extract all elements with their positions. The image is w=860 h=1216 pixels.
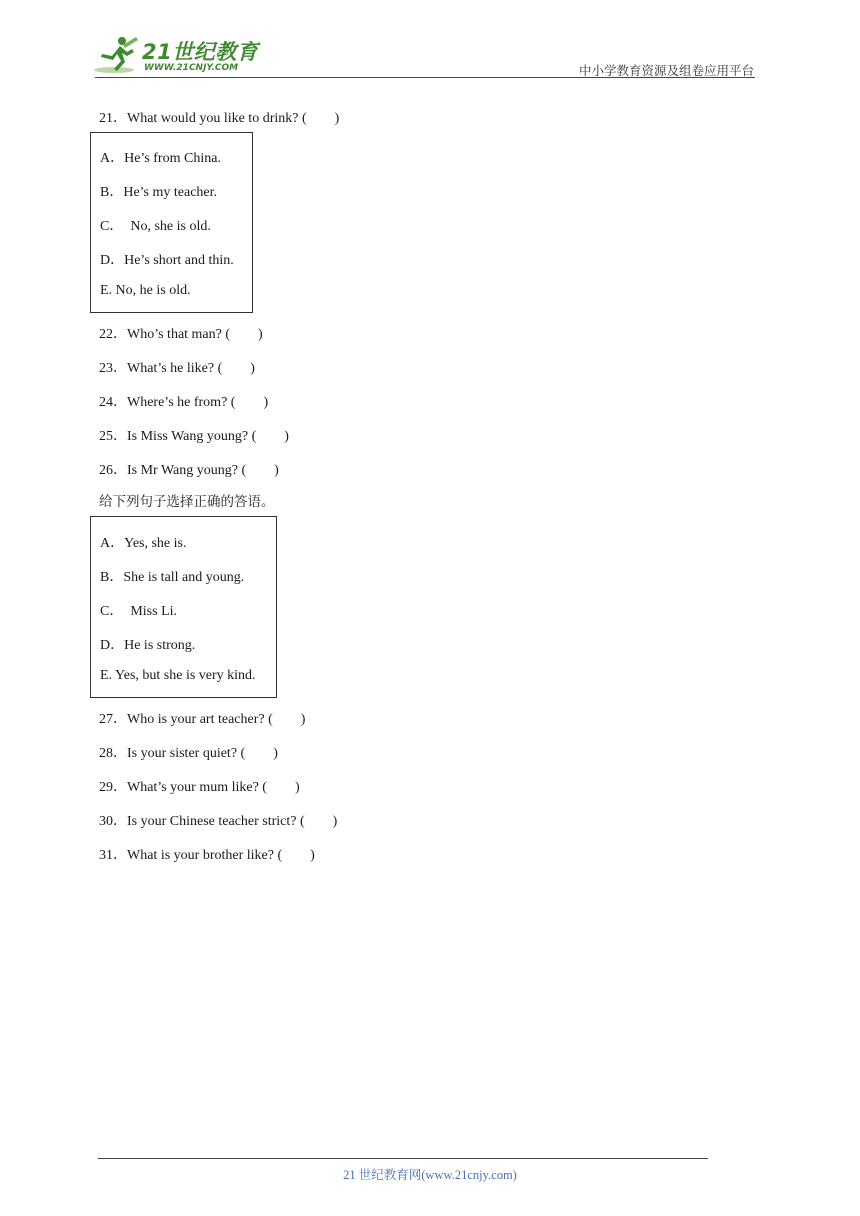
footer-link[interactable]: 21 世纪教育网(www.21cnjy.com) (343, 1168, 517, 1182)
question-close-paren: ) (334, 111, 340, 126)
question-close-paren: ) (300, 712, 306, 727)
question-number: 29． (99, 780, 127, 795)
question-close-paren: ) (284, 429, 289, 444)
header-divider (95, 77, 755, 78)
question-text: What would you like to drink? ( (127, 111, 307, 126)
question-number: 24． (99, 395, 127, 410)
question-text: Is Mr Wang young? ( (127, 463, 247, 478)
option-c: C． No, she is old. (100, 219, 211, 234)
logo-text: 21世纪教育 (142, 40, 259, 64)
footer-divider (98, 1158, 708, 1159)
question-number: 26． (99, 463, 127, 478)
question-number: 31． (99, 848, 127, 863)
question-number: 28． (99, 746, 127, 761)
question-24 (99, 391, 268, 411)
question-28 (99, 742, 278, 762)
question-29 (99, 776, 300, 796)
question-close-paren: ) (263, 395, 269, 410)
question-close-paren: ) (273, 746, 278, 761)
site-logo[interactable] (92, 34, 262, 76)
question-number: 27． (99, 712, 127, 727)
section-instruction: 给下列句子选择正确的答语。 (99, 494, 275, 510)
page-header (0, 0, 860, 80)
question-close-paren: ) (310, 848, 315, 863)
option-d: D．He is strong. (100, 638, 196, 653)
option-c: C． Miss Li. (100, 604, 178, 619)
option-a: A．Yes, she is. (100, 536, 187, 551)
question-number: 25． (99, 429, 127, 444)
question-text: Who is your art teacher? ( (127, 712, 273, 727)
answer-options-box-2 (90, 516, 277, 698)
question-23 (99, 357, 255, 377)
question-text: What’s he like? ( (127, 361, 223, 376)
question-number: 22． (99, 327, 127, 342)
question-number: 30． (99, 814, 127, 829)
option-a: A．He’s from China. (100, 151, 221, 166)
header-platform-text: 中小学教育资源及组卷应用平台 (578, 64, 754, 78)
question-22 (99, 323, 263, 343)
option-d: D．He’s short and thin. (100, 253, 234, 268)
question-text: Who’s that man? ( (127, 327, 231, 342)
option-b: B．She is tall and young. (100, 570, 245, 585)
option-e: E. Yes, but she is very kind. (100, 668, 256, 683)
question-text: Is Miss Wang young? ( (127, 429, 257, 444)
question-27 (99, 708, 305, 728)
question-31 (99, 844, 315, 864)
question-21 (99, 107, 339, 127)
question-close-paren: ) (294, 780, 300, 795)
question-text: What’s your mum like? ( (127, 780, 267, 795)
answer-options-box-1 (90, 132, 253, 313)
question-number: 21． (99, 111, 127, 126)
question-text: Is your sister quiet? ( (127, 746, 246, 761)
question-25 (99, 425, 289, 445)
question-close-paren: ) (250, 361, 255, 376)
question-close-paren: ) (332, 814, 338, 829)
question-text: Where’s he from? ( (127, 395, 236, 410)
runner-logo-icon (92, 34, 142, 76)
question-26 (99, 459, 279, 479)
question-text: What is your brother like? ( (127, 848, 283, 863)
question-text: Is your Chinese teacher strict? ( (127, 814, 305, 829)
option-b: B．He’s my teacher. (100, 185, 218, 200)
question-close-paren: ) (258, 327, 263, 342)
logo-url: WWW.21CNJY.COM (144, 63, 239, 73)
question-30 (99, 810, 337, 830)
option-e: E. No, he is old. (100, 283, 191, 298)
question-number: 23． (99, 361, 127, 376)
question-close-paren: ) (274, 463, 279, 478)
